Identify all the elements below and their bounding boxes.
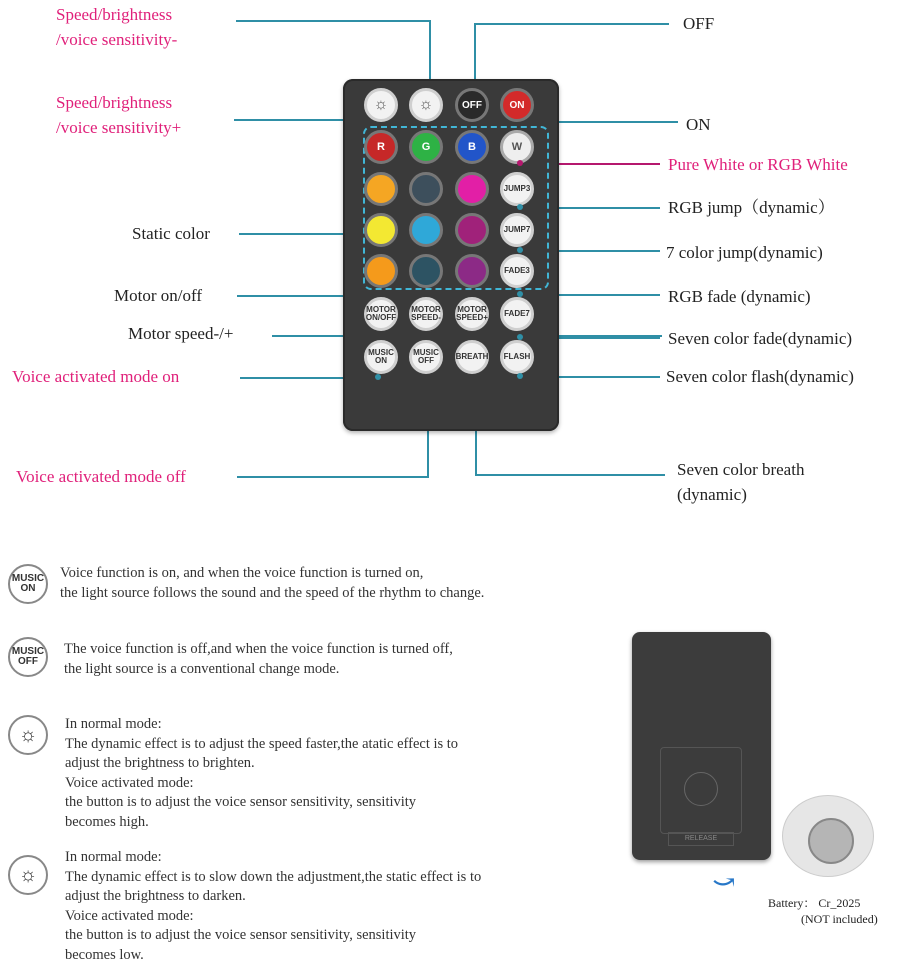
connector-dot (517, 334, 523, 340)
connector-dot (517, 291, 523, 297)
motor-speed-minus-button[interactable]: MOTOR SPEED- (409, 297, 443, 331)
label-static-color: Static color (132, 224, 210, 243)
music-on-button[interactable]: MUSIC ON (364, 340, 398, 374)
label-motor-speed: Motor speed-/+ (128, 324, 234, 343)
color-button[interactable] (455, 172, 489, 206)
jump7-button[interactable]: JUMP7 (500, 213, 534, 247)
connector-off-h (474, 23, 669, 25)
label-seven-color-breath: Seven color breath (dynamic) (677, 460, 805, 504)
connector-dot (517, 373, 523, 379)
color-button[interactable] (364, 172, 398, 206)
battery-slot (684, 772, 718, 806)
color-button[interactable] (409, 213, 443, 247)
connector-voice-off-h (237, 476, 429, 478)
on-button[interactable]: ON (500, 88, 534, 122)
breath-button[interactable]: BREATH (455, 340, 489, 374)
red-button[interactable]: R (364, 130, 398, 164)
coin-battery (808, 818, 854, 864)
color-button[interactable] (409, 254, 443, 288)
connector-dot (517, 204, 523, 210)
white-button[interactable]: W (500, 130, 534, 164)
brightness-up-button[interactable]: ☼ (364, 88, 398, 122)
connector-speed-minus-h (236, 20, 431, 22)
label-speed-minus: Speed/brightness /voice sensitivity- (56, 5, 178, 49)
label-rgb-jump: RGB jump（dynamic） (668, 198, 835, 217)
motor-speed-plus-button[interactable]: MOTOR SPEED+ (455, 297, 489, 331)
color-button[interactable] (364, 213, 398, 247)
color-button[interactable] (409, 172, 443, 206)
color-button[interactable] (364, 254, 398, 288)
green-button[interactable]: G (409, 130, 443, 164)
connector-dot (375, 374, 381, 380)
fade7-button[interactable]: FADE7 (500, 297, 534, 331)
desc-music-off: The voice function is off,and when the voice function is turned off, the light source is a conventional change mode. (64, 641, 453, 677)
label-pure-white: Pure White or RGB White (668, 155, 848, 174)
music-off-icon: MUSIC OFF (8, 637, 48, 677)
flash-button[interactable]: FLASH (500, 340, 534, 374)
label-motor-onoff: Motor on/off (114, 286, 202, 305)
color-button[interactable] (455, 213, 489, 247)
brightness-down-button[interactable]: ☼ (409, 88, 443, 122)
arrow-icon: ⤻ (712, 867, 736, 898)
jump3-button[interactable]: JUMP3 (500, 172, 534, 206)
motor-onoff-button[interactable]: MOTOR ON/OFF (364, 297, 398, 331)
brightness-down-icon: ☼ (8, 855, 48, 895)
label-rgb-fade: RGB fade (dynamic) (668, 287, 811, 306)
remote-back (632, 632, 771, 860)
off-button[interactable]: OFF (455, 88, 489, 122)
connector-dot (517, 247, 523, 253)
connector-dot (517, 160, 523, 166)
connector-off-v (474, 23, 476, 85)
label-voice-on: Voice activated mode on (12, 367, 180, 386)
battery-image (782, 795, 874, 877)
connector-speed-minus (429, 20, 431, 84)
color-button[interactable] (455, 254, 489, 288)
desc-up: In normal mode: The dynamic effect is to adjust the speed faster,the atatic effect is to adjust the brightness to brighten. Voice activated mode: the button is to adjust the voice sensor sensitivity, sensitivity becomes high. (65, 716, 459, 830)
connector-breath-h (475, 474, 665, 476)
desc-down: In normal mode: The dynamic effect is to slow down the adjustment,the static effect is to adjust the brightness to darken. Voice activated mode: the button is to adjust the voice sensor sensitivity, sensitivity becomes low. (65, 849, 482, 963)
release-label: RELEASE (668, 832, 734, 846)
blue-button[interactable]: B (455, 130, 489, 164)
label-seven-color-flash: Seven color flash(dynamic) (666, 367, 854, 386)
music-off-button[interactable]: MUSIC OFF (409, 340, 443, 374)
label-voice-off: Voice activated mode off (16, 467, 186, 486)
label-on: ON (686, 115, 711, 134)
fade3-button[interactable]: FADE3 (500, 254, 534, 288)
battery-note: (NOT included) (801, 912, 878, 926)
music-on-icon: MUSIC ON (8, 564, 48, 604)
brightness-up-icon: ☼ (8, 715, 48, 755)
battery-label: Battery： Cr_2025 (768, 896, 861, 910)
label-speed-plus: Speed/brightness /voice sensitivity+ (56, 93, 182, 137)
label-seven-color-fade: Seven color fade(dynamic) (668, 329, 853, 348)
label-off: OFF (683, 14, 715, 33)
label-7-color-jump: 7 color jump(dynamic) (666, 243, 823, 262)
desc-music-on: Voice function is on, and when the voice function is turned on, the light source follows the sound and the speed of the rhythm to change. (60, 565, 485, 601)
